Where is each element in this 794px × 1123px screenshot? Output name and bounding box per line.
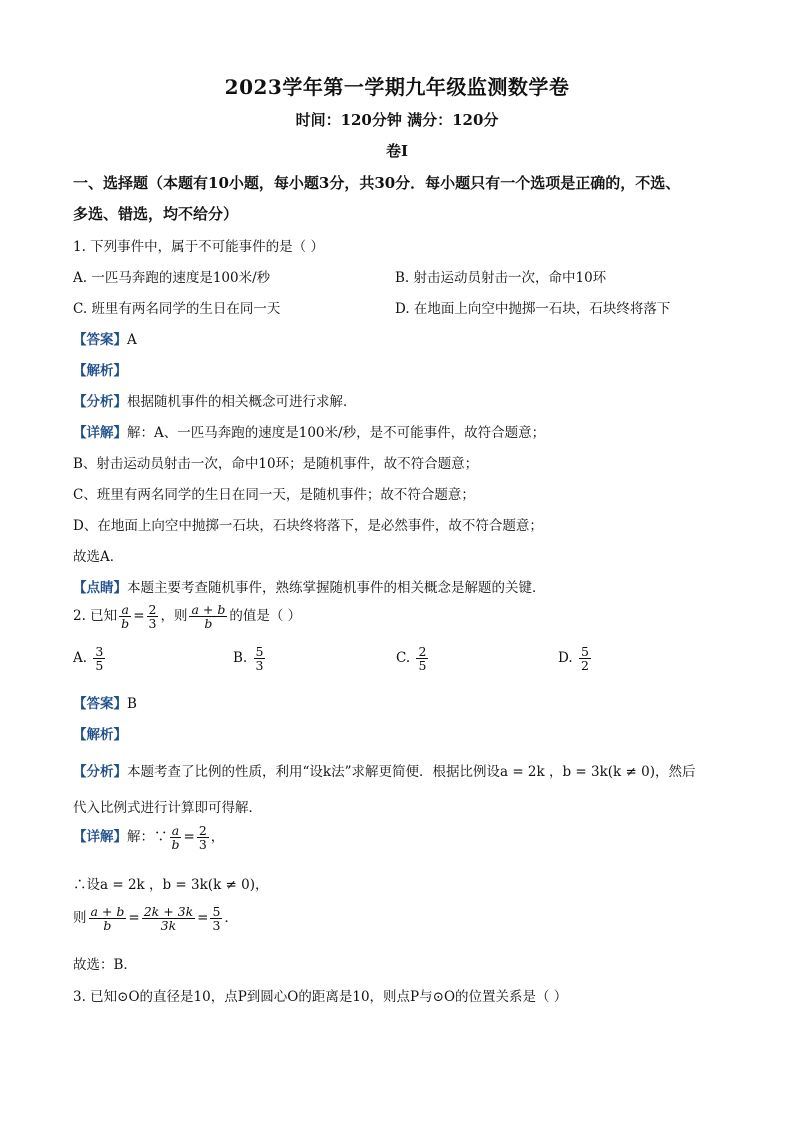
denominator: 3 bbox=[212, 918, 221, 934]
q2-stem bbox=[73, 603, 301, 630]
q2-step3 bbox=[73, 905, 238, 932]
dianjing-tag: 【点睛】 bbox=[73, 580, 127, 596]
equals-sign: = bbox=[133, 608, 145, 625]
q1-analysis-tag bbox=[73, 359, 127, 379]
option-letter: A. bbox=[73, 650, 88, 667]
denominator: 3 bbox=[198, 837, 207, 853]
q1-option-c: C. 班里有两名同学的生日在同一天 bbox=[73, 301, 281, 317]
answer-value: A bbox=[127, 332, 137, 348]
q1-option-d: D. 在地面上向空中抛掷一石块，石块终将落下 bbox=[395, 301, 671, 317]
numerator: 2 bbox=[148, 602, 157, 617]
q1-line-b: B、射击运动员射击一次，命中10环；是随机事件，故不符合题意； bbox=[73, 456, 479, 472]
xiangjie-text: 解：A、一匹马奔跑的速度是100米/秒，是不可能事件，故符合题意； bbox=[127, 425, 546, 441]
numerator: 5 bbox=[580, 644, 589, 659]
section-heading-line1: 一、选择题（本题有10小题，每小题3分，共30分．每小题只有一个选项是正确的，不选、 bbox=[73, 174, 681, 192]
fraction-a-over-b bbox=[170, 824, 182, 851]
denominator: b bbox=[171, 837, 180, 853]
q1-conclusion: 故选A． bbox=[73, 549, 124, 565]
q2-analysis-tag bbox=[73, 723, 127, 743]
q2-option-d bbox=[558, 645, 593, 672]
numerator: a bbox=[171, 823, 180, 838]
q2-conclusion: 故选：B． bbox=[73, 957, 137, 973]
denominator: 5 bbox=[95, 658, 104, 674]
analysis-tag: 【解析】 bbox=[73, 727, 127, 743]
q1-xiangjie bbox=[73, 421, 545, 441]
fenxi-text: 根据随机事件的相关概念可进行求解． bbox=[127, 394, 357, 410]
numerator: 2 bbox=[198, 823, 207, 838]
dianjing-text: 本题主要考查随机事件，熟练掌握随机事件的相关概念是解题的关键． bbox=[127, 580, 546, 596]
q2-stem-mid: ，则 bbox=[160, 608, 188, 625]
q2-stem-pre: 2. 已知 bbox=[73, 608, 118, 625]
option-fraction bbox=[93, 645, 105, 672]
q2-xiangjie bbox=[73, 824, 224, 851]
q1-answer bbox=[73, 328, 137, 348]
numerator: 5 bbox=[255, 644, 264, 659]
denominator: 5 bbox=[418, 658, 427, 674]
denominator: b bbox=[204, 616, 213, 632]
q2-option-a bbox=[73, 645, 107, 672]
q1-stem: 1. 下列事件中，属于不可能事件的是（ ） bbox=[73, 239, 324, 255]
numerator: a bbox=[121, 602, 129, 617]
denominator: 3 bbox=[255, 658, 264, 674]
q1-option-a: A. 一匹马奔跑的速度是100米/秒 bbox=[73, 270, 271, 286]
option-letter: B. bbox=[233, 650, 248, 667]
numerator: 3 bbox=[95, 644, 104, 659]
fraction-2-over-3 bbox=[197, 824, 209, 851]
fraction-expr bbox=[189, 603, 227, 630]
fraction-expr bbox=[89, 905, 127, 932]
numerator: 2k + 3k bbox=[143, 904, 194, 919]
q3-stem: 3. 已知⊙O的直径是10，点P到圆心O的距离是10，则点P与⊙O的位置关系是（ ） bbox=[73, 989, 568, 1005]
option-fraction bbox=[254, 645, 266, 672]
denominator: b bbox=[103, 918, 112, 934]
q2-option-b bbox=[233, 645, 267, 672]
volume-label: 卷I bbox=[385, 142, 409, 160]
section-heading-line2: 多选、错选，均不给分） bbox=[73, 205, 239, 223]
q2-fenxi-line2: 代入比例式进行计算即可得解． bbox=[73, 800, 262, 816]
q1-line-d: D、在地面上向空中抛掷一石块，石块终将落下，是必然事件，故不符合题意； bbox=[73, 518, 543, 534]
q1-fenxi bbox=[73, 390, 357, 410]
q2-step2: ∴设a = 2k ，b = 3k(k ≠ 0)， bbox=[73, 877, 269, 893]
equals-sign: = bbox=[197, 910, 209, 927]
q2-fenxi bbox=[73, 760, 696, 780]
denominator: b bbox=[121, 616, 130, 632]
q2-option-c bbox=[396, 645, 430, 672]
option-fraction bbox=[579, 645, 591, 672]
step3-pre: 则 bbox=[73, 910, 87, 927]
equals-sign: = bbox=[183, 829, 195, 846]
denominator: 3 bbox=[148, 616, 157, 632]
xiangjie-tag: 【详解】 bbox=[73, 829, 127, 846]
equals-sign: = bbox=[128, 910, 140, 927]
page-title: 2023学年第一学期九年级监测数学卷 bbox=[224, 75, 570, 99]
option-fraction bbox=[416, 645, 428, 672]
answer-tag: 【答案】 bbox=[73, 696, 127, 712]
fenxi-tag: 【分析】 bbox=[73, 764, 127, 780]
answer-value: B bbox=[127, 696, 137, 712]
numerator: 5 bbox=[212, 904, 221, 919]
xiangjie-end: ， bbox=[210, 829, 225, 846]
q1-dianjing bbox=[73, 576, 546, 596]
numerator: a + b bbox=[191, 602, 226, 617]
exam-meta: 时间：120分钟 满分：120分 bbox=[295, 111, 499, 129]
fraction-substituted bbox=[142, 905, 195, 932]
q1-line-c: C、班里有两名同学的生日在同一天，是随机事件；故不符合题意； bbox=[73, 487, 475, 503]
numerator: 2 bbox=[418, 644, 427, 659]
xiangjie-tag: 【详解】 bbox=[73, 425, 127, 441]
numerator: a + b bbox=[90, 904, 125, 919]
step3-end: ． bbox=[224, 910, 238, 927]
fraction-a-over-b bbox=[119, 603, 131, 630]
fenxi-tag: 【分析】 bbox=[73, 394, 127, 410]
q2-answer bbox=[73, 692, 137, 712]
analysis-tag: 【解析】 bbox=[73, 363, 127, 379]
fraction-2-over-3 bbox=[147, 603, 159, 630]
denominator: 2 bbox=[580, 658, 589, 674]
option-letter: D. bbox=[558, 650, 573, 667]
fenxi-text: 本题考查了比例的性质，利用“设k法”求解更简便．根据比例设a = 2k ，b = 3k(k ≠ 0)，然后 bbox=[127, 764, 696, 780]
denominator: 3k bbox=[160, 918, 177, 934]
q2-stem-post: 的值是（ ） bbox=[229, 608, 302, 625]
fraction-result bbox=[210, 905, 222, 932]
xiangjie-pre: 解：∵ bbox=[127, 829, 168, 846]
q1-option-b: B. 射击运动员射击一次，命中10环 bbox=[395, 270, 607, 286]
option-letter: C. bbox=[396, 650, 411, 667]
answer-tag: 【答案】 bbox=[73, 332, 127, 348]
